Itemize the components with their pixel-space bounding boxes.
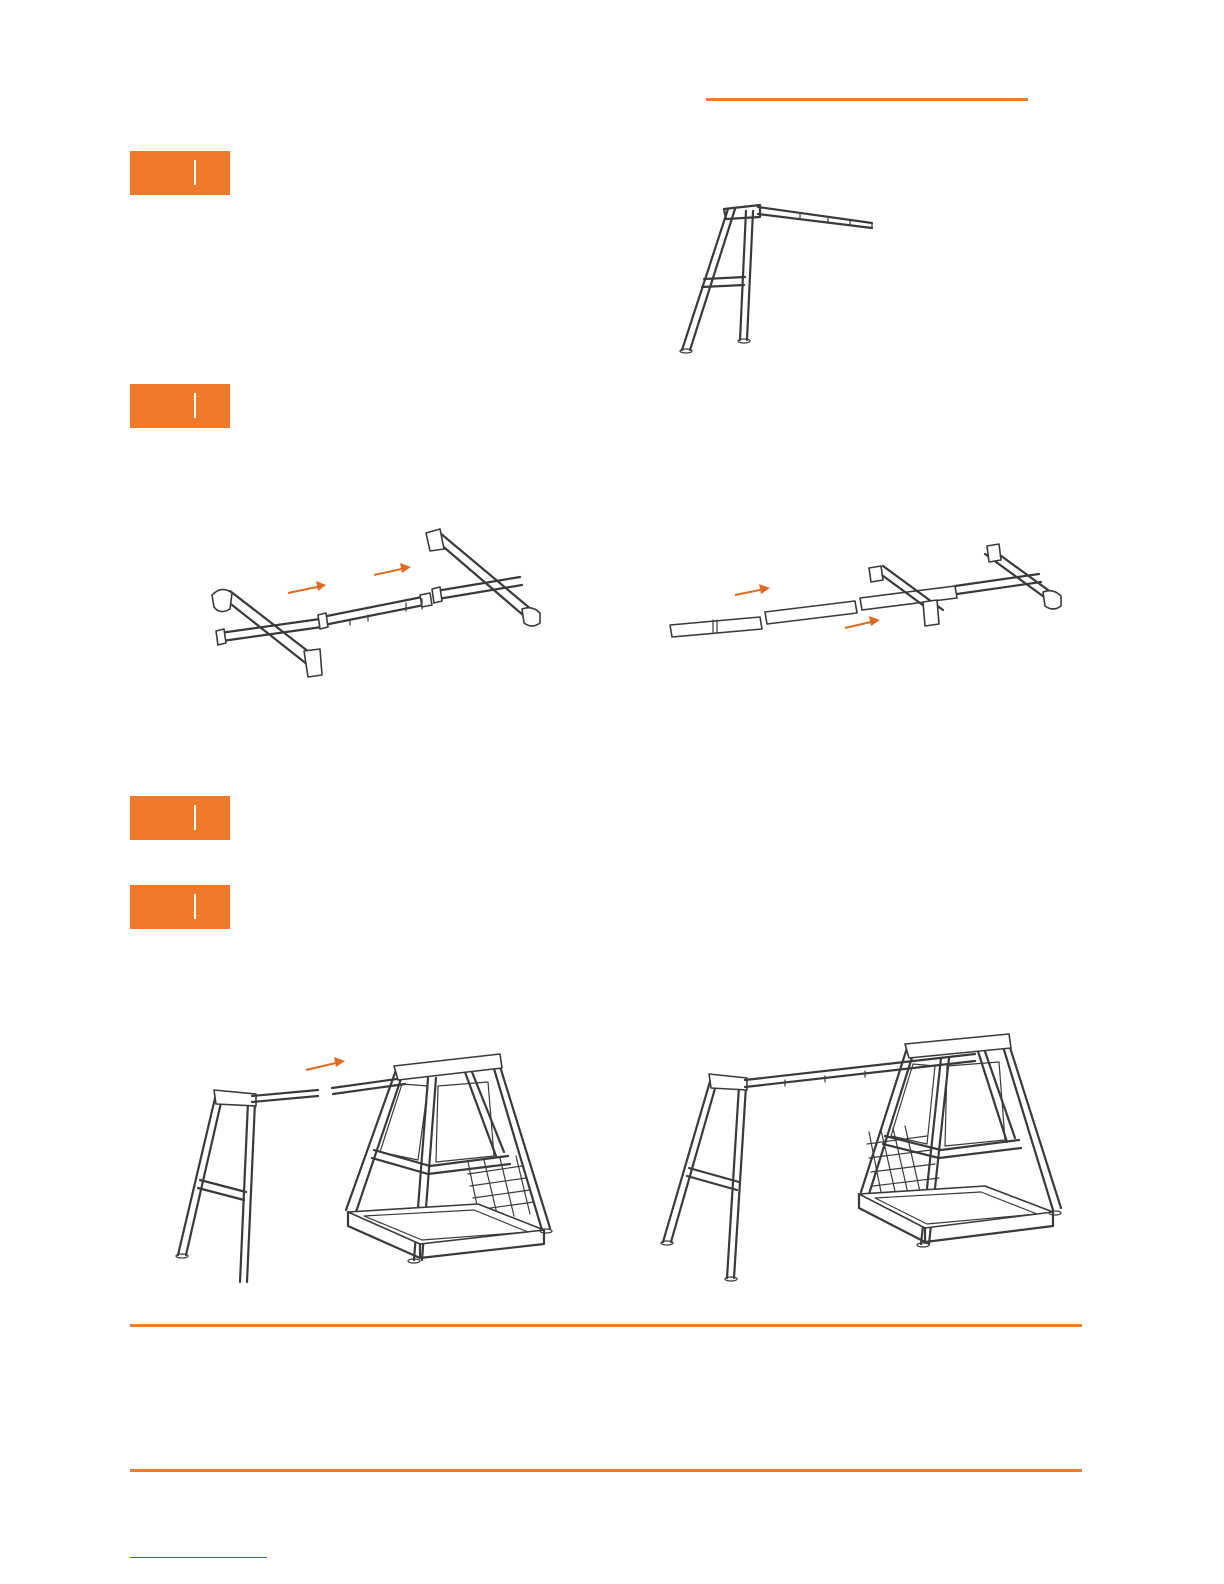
step-badge-3 (130, 796, 230, 840)
step-badge-4 (130, 885, 230, 929)
crossbar-assembly-b-icon (665, 540, 1065, 650)
badge-separator (194, 805, 196, 830)
step-badge-2 (130, 384, 230, 428)
badge-separator (194, 894, 196, 919)
section-rule-top (130, 1324, 1082, 1327)
step-badge-1 (130, 151, 230, 195)
badge-separator (194, 160, 196, 185)
badge-separator (194, 393, 196, 418)
a-frame-with-crossbar-icon (660, 195, 890, 360)
connect-swing-to-tower-icon (168, 1050, 568, 1285)
footer-link-underline[interactable] (130, 1557, 267, 1558)
crossbar-assembly-a-icon (200, 525, 550, 685)
section-rule-bottom (130, 1469, 1082, 1472)
header-rule (706, 98, 1028, 101)
assembled-swing-and-tower-icon (655, 1032, 1065, 1287)
